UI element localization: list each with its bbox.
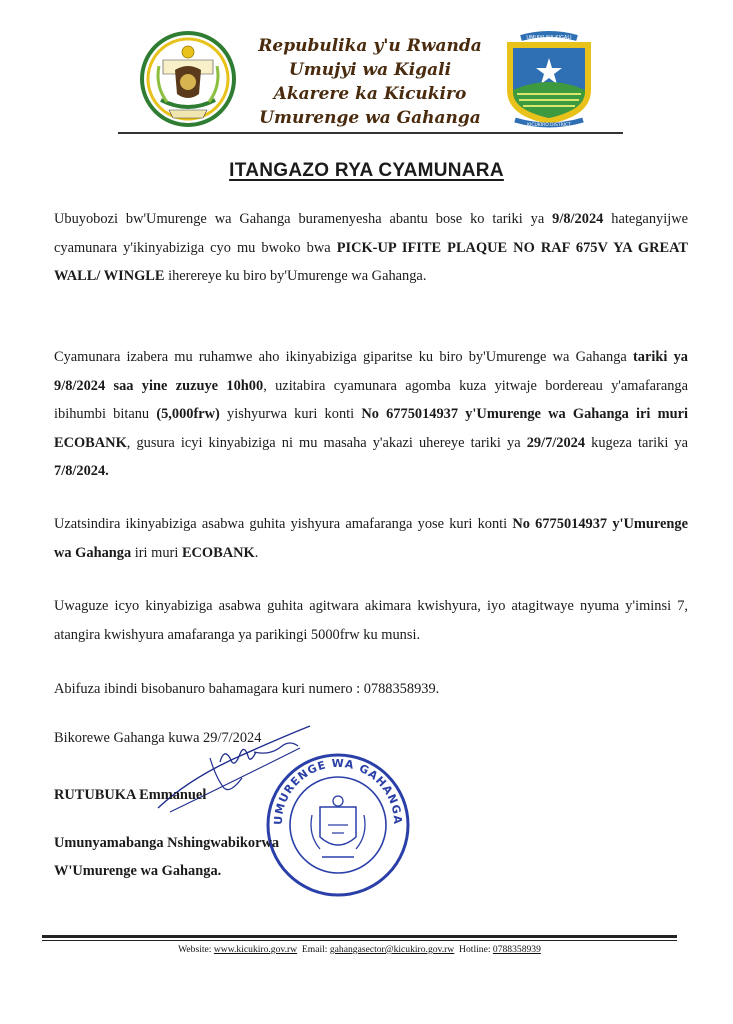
paragraph-payment: Uzatsindira ikinyabiziga asabwa guhita yishyura amafaranga yose kuri konti No 6775014937 y'Umurenge wa Gahanga iri muri ECOBANK. bbox=[54, 516, 688, 561]
rwanda-coat-of-arms-icon bbox=[133, 30, 243, 128]
notice-title: ITANGAZO RYA CYAMUNARA bbox=[229, 160, 504, 181]
footer-divider-thick bbox=[42, 935, 677, 938]
stamp-label: UMURENGE WA GAHANGA bbox=[271, 756, 405, 826]
footer-contacts bbox=[42, 944, 677, 955]
header-divider bbox=[118, 132, 623, 134]
kicukiro-district-logo-icon bbox=[497, 30, 601, 128]
emblem-top-label: UMUJYI WA KIGALI bbox=[526, 35, 572, 41]
signer-title-line1: Umunyamabanga Nshingwabikorwa bbox=[54, 835, 280, 851]
emblem-bottom-label: KICUKIRO DISTRICT bbox=[527, 123, 571, 128]
header-line-city: Umujyi wa Kigali bbox=[288, 60, 452, 80]
footer-divider-thin bbox=[42, 940, 677, 941]
header-line-country: Repubulika y'u Rwanda bbox=[258, 36, 482, 56]
footer-website-link[interactable]: www.kicukiro.gov.rw bbox=[213, 944, 298, 955]
paragraph-announcement: Ubuyobozi bw'Umurenge wa Gahanga buramenyesha abantu bose ko tariki ya 9/8/2024 hateganyijwe cyamunara y'ikinyabiziga cyo mu bwoko bwa PICK-UP IFITE PLAQUE NO RAF 675V YA GREAT WALL/ WINGLE iherereye ku biro by'Umurenge wa Gahanga. bbox=[54, 211, 688, 284]
official-stamp bbox=[258, 745, 418, 900]
paragraph-contact: Abifuza ibindi bisobanuro bahamagara kuri numero : 0788358939. bbox=[54, 681, 440, 697]
header-line-sector: Umurenge wa Gahanga bbox=[259, 108, 481, 128]
footer-email-label: Email: bbox=[301, 944, 328, 955]
paragraph-auction-details: Cyamunara izabera mu ruhamwe aho ikinyabiziga giparitse ku biro by'Umurenge wa Gahanga tariki ya 9/8/2024 saa yine zuzuye 10h00, uzitabira cyamunara agomba kuza yitwaje bordereau y'amafaranga ibihumbi bitanu (5,000frw) yishyurwa kuri konti No 6775014937 y'Umurenge wa Gahanga iri muri ECOBANK, gusura icyi kinyabiziga ni mu masaha y'akazi uhereye tariki ya 29/7/2024 kugeza tariki ya 7/8/2024. bbox=[54, 349, 688, 479]
place-and-date: Bikorewe Gahanga kuwa 29/7/2024 bbox=[54, 730, 262, 746]
signer-name: RUTUBUKA Emmanuel bbox=[54, 787, 207, 803]
signer-title bbox=[54, 829, 279, 885]
footer-website-label: Website: bbox=[178, 944, 212, 955]
footer-hotline-label: Hotline: bbox=[459, 944, 491, 955]
signer-title-line2: W'Umurenge wa Gahanga. bbox=[54, 863, 222, 879]
footer-hotline-number[interactable]: 0788358939 bbox=[492, 944, 541, 955]
header-line-district: Akarere ka Kicukiro bbox=[273, 84, 467, 104]
paragraph-pickup-parking: Uwaguze icyo kinyabiziga asabwa guhita agitwara akimara kwishyura, iyo atagitwaye nyuma y'iminsi 7, atangira kwishyura amafaranga ya parikingi 5000frw ku munsi. bbox=[54, 598, 688, 643]
header-address bbox=[240, 34, 500, 130]
footer-email-link[interactable]: gahangasector@kicukiro.gov.rw bbox=[329, 944, 455, 955]
